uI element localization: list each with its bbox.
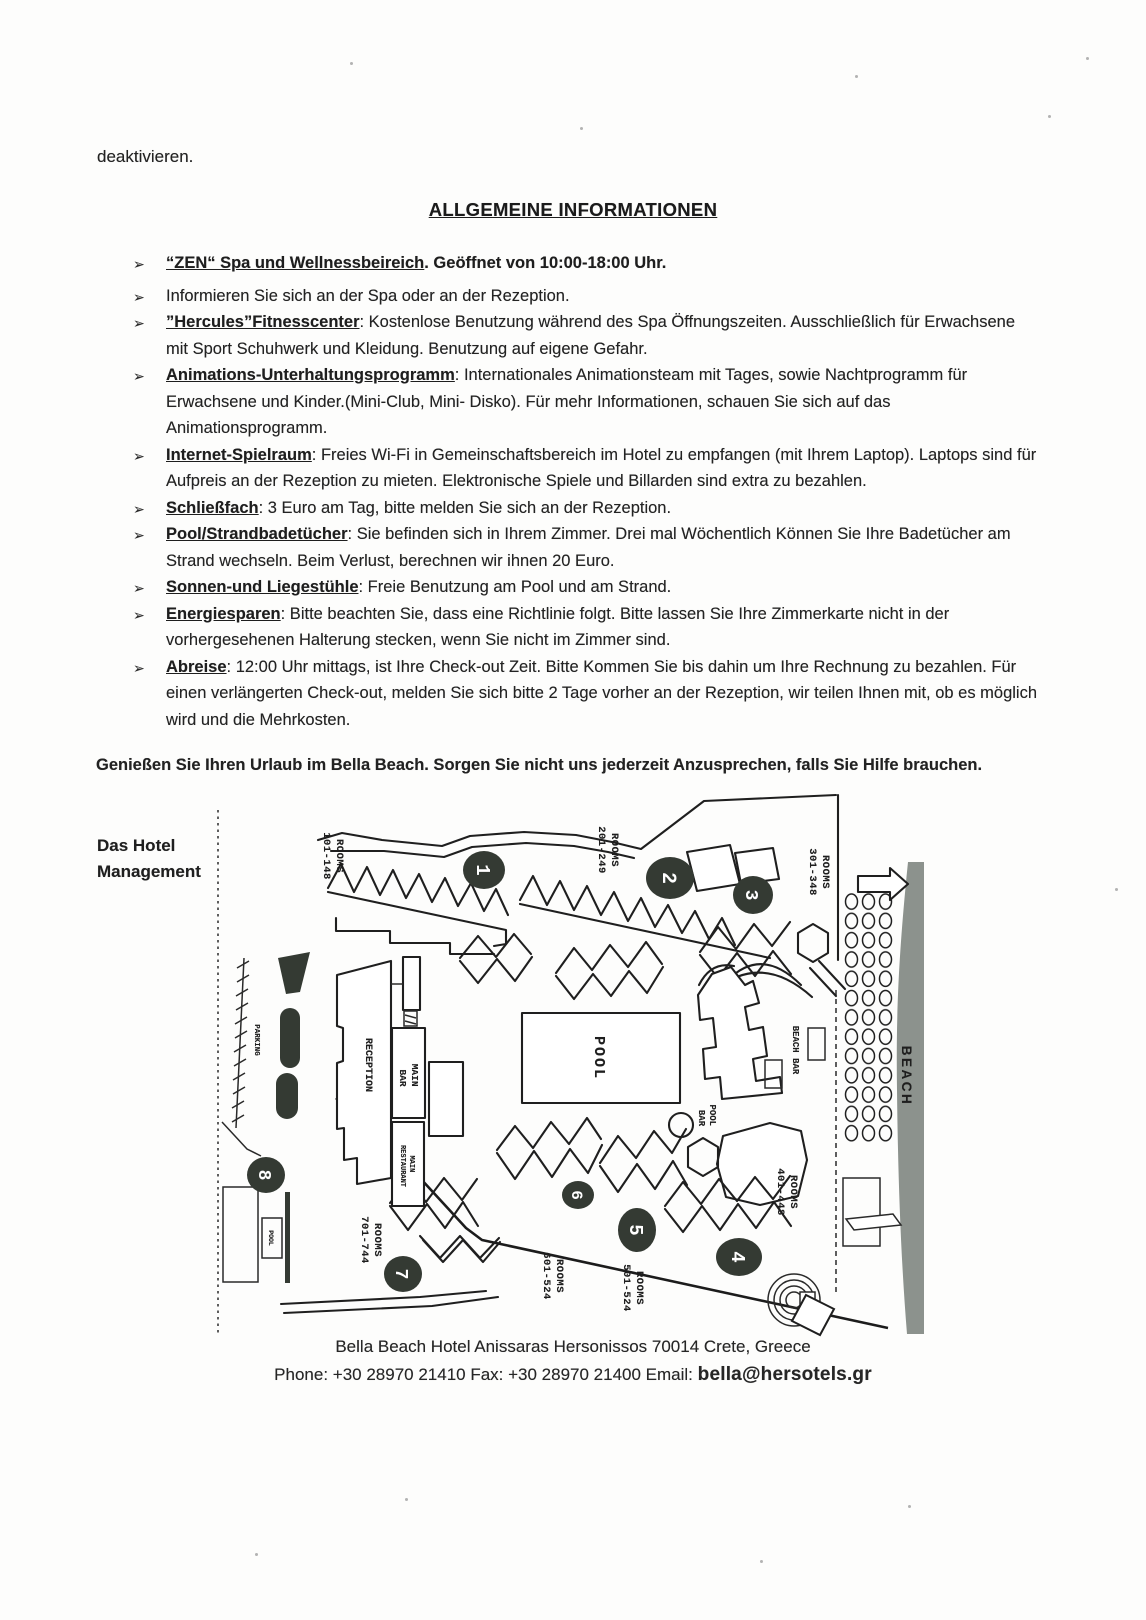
bullet-tail: : Bitte beachten Sie, dass eine Richtlinie folgt. Bitte lassen Sie Ihre Zimmerkarte nicht in der vorhergesehenen Halterung stecken, wenn Sie nicht im Zimmer sind. bbox=[166, 604, 950, 649]
map-marker-1 bbox=[463, 851, 505, 889]
bullet-head: ”Hercules”Fitnesscenter bbox=[166, 313, 360, 331]
bullet-arrow-icon: ➢ bbox=[133, 288, 145, 305]
svg-text:2: 2 bbox=[656, 871, 679, 885]
bullet-tail: : Internationales Animationsteam mit Tages, sowie Nachtprogramm für Erwachsene und Kinder.(Mini-Club, Mini- Disko). Für mehr Informationen, schauen Sie sich auf das Animationsprogramm. bbox=[166, 366, 968, 437]
scan-speck bbox=[908, 1505, 911, 1508]
beach-label: BEACH bbox=[899, 1045, 914, 1107]
pool-bar-label: POOL BAR bbox=[696, 1104, 717, 1127]
rooms-501-524-label: ROOMS501-524 bbox=[620, 1264, 645, 1312]
closing-line: Genießen Sie Ihren Urlaub im Bella Beach. Sorgen Sie nicht uns jederzeit Anzusprechen, falls Sie Hilfe brauchen. bbox=[96, 756, 983, 774]
scan-speck bbox=[760, 1560, 763, 1563]
bullet-tail: : 3 Euro am Tag, bitte melden Sie sich an der Rezeption. bbox=[258, 498, 672, 517]
rooms-701-744-label: ROOMS701-744 bbox=[358, 1216, 383, 1264]
list-item bbox=[133, 654, 1043, 734]
contact-line: Phone: +30 28970 21410 Fax: +30 28970 21400 Email: bbox=[274, 1365, 693, 1384]
list-item bbox=[133, 574, 1043, 601]
map-marker-2 bbox=[646, 857, 694, 899]
list-item bbox=[133, 250, 1043, 277]
hotel-address-line: Bella Beach Hotel Anissaras Hersonissos 70014 Crete, Greece bbox=[335, 1337, 811, 1356]
bullet-tail: . Geöffnet von 10:00-18:00 Uhr. bbox=[424, 254, 667, 272]
bullet-arrow-icon: ➢ bbox=[133, 527, 145, 543]
bullet-tail: : Freie Benutzung am Pool und am Strand. bbox=[358, 578, 672, 596]
bullet-head: Pool/Strandbadetücher bbox=[166, 525, 348, 543]
bullet-arrow-icon: ➢ bbox=[133, 447, 145, 464]
bullet-tail: : Kostenlose Benutzung während des Spa Öffnungszeiten. Ausschließlich für Erwachsene mit Sport Schuhwerk und Kleidung. Benutzung auf eigene Gefahr. bbox=[166, 313, 1016, 358]
small-pool-area bbox=[223, 1187, 290, 1283]
reception-building bbox=[337, 957, 463, 1206]
bullet-head: Schließfach bbox=[166, 498, 259, 517]
scan-speck bbox=[580, 127, 583, 130]
bullet-head: Sonnen-und Liegestühle bbox=[166, 578, 359, 596]
bullet-arrow-icon: ➢ bbox=[133, 500, 145, 517]
map-marker-5 bbox=[618, 1208, 656, 1252]
map-marker-8 bbox=[247, 1157, 285, 1193]
signature-line2: Management bbox=[97, 862, 201, 881]
rooms-401-448-label: ROOMS401-448 bbox=[774, 1168, 799, 1216]
signature-line1: Das Hotel bbox=[97, 836, 176, 855]
rooms-201-249-label: ROOMS201-249 bbox=[595, 826, 620, 874]
bullet-arrow-icon: ➢ bbox=[133, 606, 145, 623]
main-bar-label: MAIN BAR bbox=[397, 1063, 420, 1087]
bullet-arrow-icon: ➢ bbox=[133, 256, 145, 272]
info-bullet-list bbox=[133, 250, 1043, 733]
svg-text:7: 7 bbox=[390, 1268, 410, 1280]
map-marker-6 bbox=[562, 1181, 594, 1209]
signature-block bbox=[97, 833, 201, 885]
list-item bbox=[133, 283, 1043, 310]
bullet-head: “ZEN“ Spa und Wellnessbeireich bbox=[166, 254, 425, 272]
rooms-101-148-label: ROOMS101-148 bbox=[320, 832, 345, 880]
main-restaurant-label: MAIN RESTAURANT bbox=[398, 1144, 415, 1188]
scan-speck bbox=[1115, 888, 1118, 891]
bullet-tail: Informieren Sie sich an der Spa oder an der Rezeption. bbox=[166, 286, 570, 305]
beach-strip bbox=[897, 862, 924, 1334]
list-item bbox=[133, 601, 1043, 654]
bullet-arrow-icon: ➢ bbox=[133, 368, 145, 384]
scan-speck bbox=[255, 1553, 258, 1556]
bullet-head: Animations-Unterhaltungsprogramm bbox=[166, 366, 455, 384]
list-item bbox=[133, 309, 1043, 362]
pool-area bbox=[522, 1013, 718, 1176]
tree-icon bbox=[278, 952, 310, 994]
svg-text:6: 6 bbox=[567, 1190, 585, 1200]
scan-speck bbox=[350, 62, 353, 65]
map-marker-7 bbox=[384, 1256, 422, 1292]
bullet-tail: : Freies Wi-Fi in Gemeinschaftsbereich im Hotel zu empfangen (mit Ihrem Laptop). Laptops sind für Aufpreis an der Rezeption zu mieten. Elektronische Spiele und Billarden sind extra zu bezahlen. bbox=[166, 445, 1037, 490]
map-marker-4 bbox=[716, 1238, 762, 1276]
bullet-head: Internet-Spielraum bbox=[166, 445, 312, 464]
bullet-head: Abreise bbox=[166, 657, 227, 676]
bullet-arrow-icon: ➢ bbox=[133, 580, 145, 596]
svg-text:5: 5 bbox=[624, 1224, 646, 1236]
rooms-601-524-label: ROOMS601-524 bbox=[540, 1252, 565, 1300]
beach-bar-building bbox=[698, 924, 828, 1099]
email-text: bella@hersotels.gr bbox=[697, 1364, 872, 1385]
scan-speck bbox=[855, 75, 858, 78]
scan-speck bbox=[1048, 115, 1051, 118]
map-marker-3 bbox=[733, 876, 773, 914]
list-item bbox=[133, 442, 1043, 495]
list-item bbox=[133, 495, 1043, 522]
footer-address bbox=[23, 1337, 1123, 1386]
bullet-tail: : 12:00 Uhr mittags, ist Ihre Check-out Zeit. Bitte Kommen Sie bis dahin um Ihre Rechnung zu bezahlen. Für einen verlängerten Check-out, melden Sie sich bitte 2 Tage vorher an der Rezeption, wir teilen Ihnen mit, ob es möglich wird und die Mehrkosten. bbox=[166, 657, 1038, 729]
scan-speck bbox=[405, 1498, 408, 1501]
beach-bar-label: BEACH BAR bbox=[790, 1025, 800, 1075]
list-item bbox=[133, 362, 1043, 442]
list-item bbox=[133, 521, 1043, 574]
scan-speck bbox=[1086, 57, 1089, 60]
bullet-arrow-icon: ➢ bbox=[133, 315, 145, 331]
svg-text:1: 1 bbox=[471, 864, 493, 876]
tree-icon bbox=[276, 1073, 298, 1119]
title-row bbox=[0, 199, 1146, 221]
bullet-head: Energiesparen bbox=[166, 604, 281, 623]
svg-text:3: 3 bbox=[740, 889, 760, 901]
intro-fragment: deaktivieren. bbox=[97, 147, 194, 166]
building-markers bbox=[247, 851, 773, 1292]
parking-label: PARKING bbox=[252, 1024, 260, 1056]
hotel-site-map bbox=[212, 782, 924, 1338]
page-title: ALLGEMEINE INFORMATIONEN bbox=[428, 199, 718, 220]
sunbeds-grid bbox=[843, 892, 894, 1142]
reception-label: RECEPTION bbox=[362, 1037, 373, 1093]
rooms-301-348-label: ROOMS301-348 bbox=[806, 848, 831, 896]
pool-small-label: POOL bbox=[267, 1230, 274, 1246]
tree-icon bbox=[280, 1008, 300, 1068]
site-map-svg bbox=[212, 782, 924, 1338]
bullet-arrow-icon: ➢ bbox=[133, 659, 145, 676]
svg-text:4: 4 bbox=[726, 1251, 748, 1263]
svg-text:8: 8 bbox=[253, 1169, 273, 1181]
parking-area bbox=[232, 952, 310, 1128]
bullet-tail: : Sie befinden sich in Ihrem Zimmer. Drei mal Wöchentlich Können Sie Ihre Badetücher am Strand wechseln. Beim Verlust, berechnen wir ihnen 20 Euro. bbox=[166, 525, 1011, 570]
pool-label: POOL bbox=[590, 1035, 607, 1081]
